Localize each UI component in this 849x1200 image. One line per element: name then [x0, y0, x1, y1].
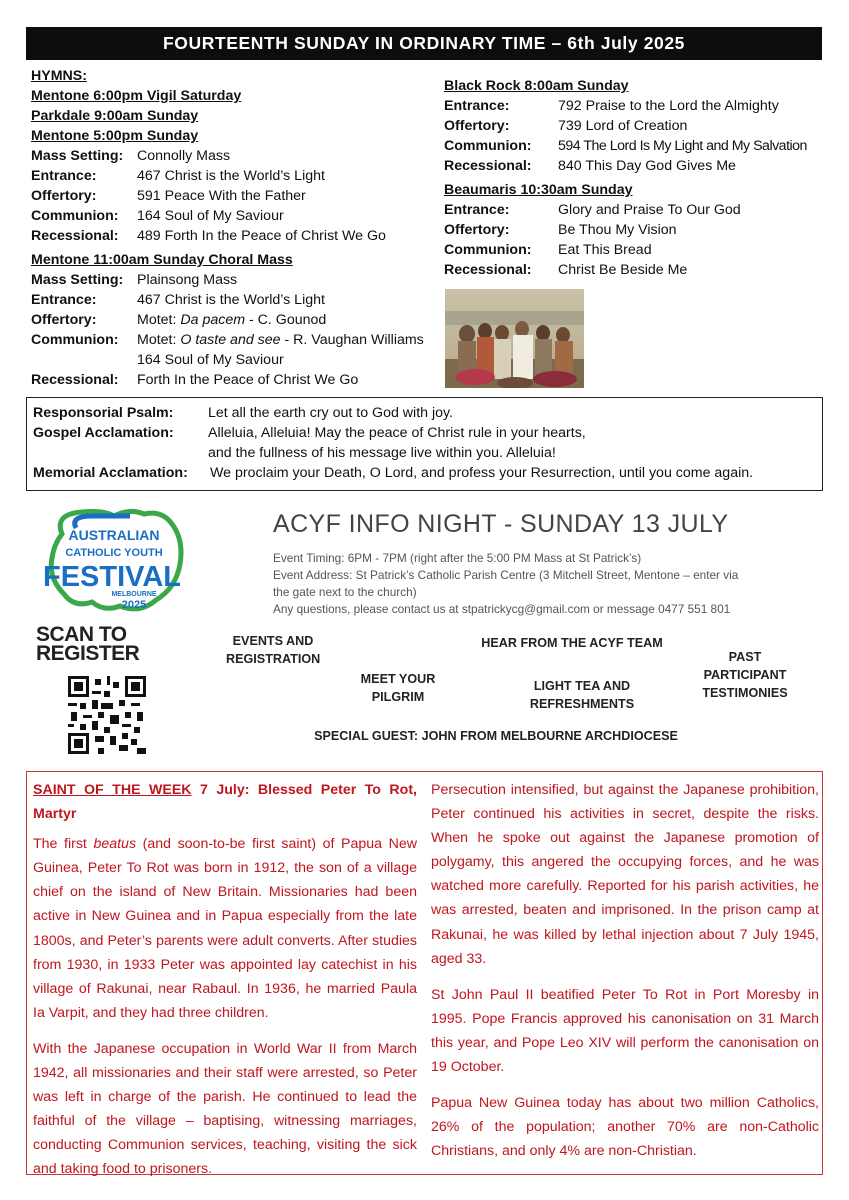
hymn-row: Communion: Motet: O taste and see - R. Vaughan Williams	[31, 332, 424, 348]
hymns-left-column	[31, 66, 441, 390]
memorial-acclamation-row: Memorial Acclamation: We proclaim your Death, O Lord, and profess your Resurrection, until you come again.	[33, 465, 754, 481]
hymn-row: Offertory: Be Thou My Vision	[444, 222, 677, 238]
saint-of-the-week-box	[26, 771, 823, 1178]
svg-text:2025: 2025	[121, 599, 147, 611]
saint-column-right	[431, 778, 819, 1175]
acyf-logo	[34, 504, 194, 619]
mass-heading-black-rock: Black Rock 8:00am Sunday	[444, 78, 629, 94]
svg-text:FESTIVAL: FESTIVAL	[42, 561, 182, 593]
hymn-row: Entrance: 792 Praise to the Lord the Almighty	[444, 98, 779, 114]
svg-text:CATHOLIC YOUTH: CATHOLIC YOUTH	[65, 547, 163, 559]
hymn-row: Recessional: 840 This Day God Gives Me	[444, 158, 736, 174]
hymn-row: Entrance: 467 Christ is the World’s Light	[31, 168, 325, 184]
feature-light-tea: LIGHT TEA AND REFRESHMENTS	[529, 679, 635, 711]
hymn-row: Mass Setting: Plainsong Mass	[31, 272, 238, 288]
saint-paragraph: With the Japanese occupation in World War II from March 1942, all missionaries and their staff were arrested, so Peter was left in charge of the parish. He continued to lead the faithful of the village – baptising, witnessing marriages, conducting Communion services, teaching, visiting the sick and taking food to prisoners.	[33, 1040, 417, 1178]
hymn-row: Offertory: Motet: Da pacem - C. Gounod	[31, 312, 327, 328]
saint-paragraph: Persecution intensified, but against the Japanese prohibition, Peter continued his activities in secret, despite the risks. When he spoke out against the Japanese promotion of polygamy, this angered the occupying forces, and he was watched more carefully. Reported for his parish activities, he was arrested, beaten and imprisoned. In the prison camp at Rakunai, he was killed by lethal injection about 7 July 1945, aged 33.	[431, 782, 819, 967]
scan-to-register-label: SCAN TO REGISTER	[36, 623, 140, 665]
hymn-row: Recessional: Christ Be Beside Me	[444, 262, 688, 278]
hymn-row: Offertory: 591 Peace With the Father	[31, 188, 306, 204]
saint-heading: SAINT OF THE WEEK 7 July: Blessed Peter To Rot, Martyr	[33, 782, 417, 823]
mass-heading-beaumaris: Beaumaris 10:30am Sunday	[444, 182, 633, 198]
page-banner: FOURTEENTH SUNDAY IN ORDINARY TIME – 6th July 2025	[26, 27, 822, 60]
hymn-row: Communion: 594 The Lord Is My Light and My Salvation	[444, 138, 807, 154]
hymn-row: Recessional: 489 Forth In the Peace of Christ We Go	[31, 228, 386, 244]
hymn-row: Mass Setting: Connolly Mass	[31, 148, 231, 164]
gospel-acclamation-row-2: and the fullness of his message live within you. Alleluia!	[208, 445, 556, 461]
svg-text:AUSTRALIAN: AUSTRALIAN	[68, 527, 160, 543]
acyf-event-details: Event Timing: 6PM - 7PM (right after the 5:00 PM Mass at St Patrick’s) Event Address: St Patrick’s Catholic Parish Centre (3 Mitchell Street, Mentone – enter via the gate next to the church) Any questions, please contact us at stpatrickycg@gmail.com or message 0477 551 801	[273, 551, 739, 616]
hymn-row: Communion: 164 Soul of My Saviour	[31, 208, 284, 224]
special-guest: SPECIAL GUEST: JOHN FROM MELBOURNE ARCHDIOCESE	[314, 729, 678, 743]
hymn-row: Entrance: 467 Christ is the World’s Light	[31, 292, 325, 308]
saint-paragraph: St John Paul II beatified Peter To Rot in Port Moresby in 1995. Pope Francis approved his canonisation on 31 March this year, and Pope Leo XIV will perform the canonisation on 19 October.	[431, 986, 819, 1076]
qr-code[interactable]	[68, 676, 146, 754]
feature-meet-pilgrim: MEET YOUR PILGRIM	[360, 672, 436, 704]
hymn-row: Entrance: Glory and Praise To Our God	[444, 202, 741, 218]
hymn-row: 164 Soul of My Saviour	[137, 352, 284, 368]
feature-events-registration: EVENTS AND REGISTRATION	[226, 634, 321, 666]
hymn-row: Communion: Eat This Bread	[444, 242, 652, 258]
responsorial-psalm-row: Responsorial Psalm: Let all the earth cry out to God with joy.	[33, 405, 453, 421]
mass-heading-parkdale: Parkdale 9:00am Sunday	[31, 108, 199, 124]
saint-paragraph: The first beatus (and soon-to-be first saint) of Papua New Guinea, Peter To Rot was born in 1912, the son of a village chief on the island of New Britain. Missionaries had been active in New Guinea and in Papua especially from the late 1800s, and Peter’s parents were adult converts. After studies from 1930, in 1933 Peter was appointed lay catechist in his village of Rakunai, near Rabaul. In 1936, he married Paula Ia Varpit, and they had three children.	[33, 836, 417, 1021]
svg-text:MELBOURNE: MELBOURNE	[111, 591, 157, 598]
mass-heading-mentone-vigil: Mentone 6:00pm Vigil Saturday	[31, 88, 242, 104]
acyf-title: ACYF INFO NIGHT - SUNDAY 13 JULY	[273, 510, 729, 538]
hymns-right-column	[444, 76, 834, 280]
saint-paragraph: Papua New Guinea today has about two million Catholics, 26% of the population; another 70% are non-Catholic Christians, and only 4% are non-Christian.	[431, 1095, 819, 1160]
gospel-acclamation-row: Gospel Acclamation: Alleluia, Alleluia! May the peace of Christ rule in your hearts,	[33, 425, 586, 441]
hymn-row: Recessional: Forth In the Peace of Christ We Go	[31, 372, 359, 388]
psalm-acclamation-box	[26, 397, 823, 491]
feature-testimonies: PAST PARTICIPANT TESTIMONIES	[702, 650, 788, 700]
gospel-painting-image	[445, 289, 584, 388]
acyf-info-night-section	[26, 500, 823, 762]
mass-heading-mentone-5pm: Mentone 5:00pm Sunday	[31, 128, 199, 144]
mass-heading-choral: Mentone 11:00am Sunday Choral Mass	[31, 252, 293, 268]
saint-column-left	[33, 778, 417, 1194]
hymns-heading: HYMNS:	[31, 68, 87, 84]
hymn-row: Offertory: 739 Lord of Creation	[444, 118, 688, 134]
feature-acyf-team: HEAR FROM THE ACYF TEAM	[481, 636, 663, 650]
